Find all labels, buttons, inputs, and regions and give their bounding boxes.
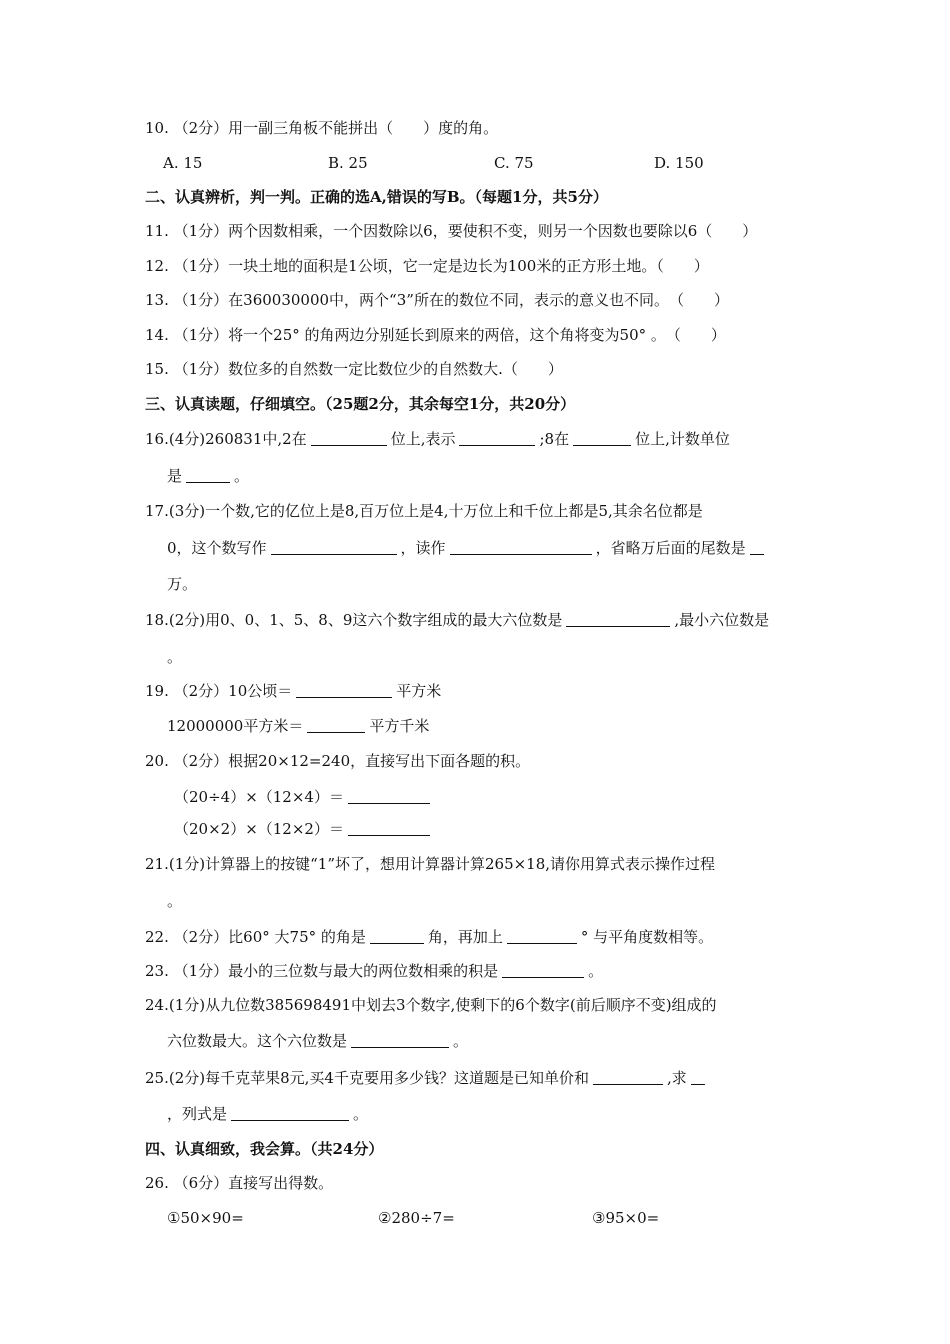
q23-text: 23. （1分）最小的三位数与最大的两位数相乘的积是 <box>145 962 499 980</box>
question-25 <box>145 1068 709 1088</box>
question-19-cont <box>167 716 429 736</box>
question-18-end: 。 <box>167 648 183 666</box>
answer-blank[interactable] <box>311 430 387 446</box>
q16-text: 位上,计数单位 <box>635 430 730 448</box>
q16-text: 是 <box>167 467 183 485</box>
section-3-heading: 三、认真读题，仔细填空。（25题2分，其余每空1分，共20分） <box>145 395 576 413</box>
question-11: 11. （1分）两个因数相乘，一个因数除以6，要使积不变，则另一个因数也要除以6（ ） <box>145 222 758 240</box>
q25-text: 25.(2分)每千克苹果8元,买4千克要用多少钱？这道题是已知单价和 <box>145 1069 589 1087</box>
q25-text: ,求 <box>666 1069 687 1087</box>
option-b: B. 25 <box>328 154 368 172</box>
question-16 <box>145 429 730 449</box>
question-10-options <box>0 153 950 173</box>
answer-blank[interactable] <box>507 928 577 944</box>
question-25-cont <box>167 1104 368 1124</box>
q24-text: 六位数最大。这个六位数是 <box>167 1032 348 1050</box>
answer-blank[interactable] <box>566 611 670 627</box>
question-20-part1 <box>174 787 434 807</box>
q22-text: ° 与平角度数相等。 <box>580 928 714 946</box>
q22-text: 22. （2分）比60° 大75° 的角是 <box>145 928 366 946</box>
question-16-cont <box>167 466 249 486</box>
question-21-end: 。 <box>167 892 183 910</box>
answer-blank[interactable] <box>593 1069 663 1085</box>
q17-text: ，省略万后面的尾数是 <box>595 539 746 557</box>
answer-blank[interactable] <box>450 539 592 555</box>
q19-text: 12000000平方米＝ <box>167 717 304 735</box>
question-22 <box>145 927 713 947</box>
q16-text: 16.(4分)260831中,2在 <box>145 430 307 448</box>
question-26: 26. （6分）直接写出得数。 <box>145 1174 334 1192</box>
question-14: 14. （1分）将一个25° 的角两边分别延长到原来的两倍，这个角将变为50° 。 （ ） <box>145 326 726 344</box>
q23-text: 。 <box>588 962 604 980</box>
calc-item: ①50×90= <box>167 1209 244 1227</box>
question-17: 17.(3分)一个数,它的亿位上是8,百万位上是4,十万位上和千位上都是5,其余名位都是 <box>145 502 703 520</box>
question-18 <box>145 610 769 630</box>
question-24: 24.(1分)从九位数385698491中划去3个数字,使剩下的6个数字(前后顺序不变)组成的 <box>145 996 717 1014</box>
q25-text: ，列式是 <box>167 1105 228 1123</box>
answer-blank[interactable] <box>691 1069 705 1085</box>
q18-text: ,最小六位数是 <box>674 611 770 629</box>
option-a: A. 15 <box>163 154 203 172</box>
answer-blank[interactable] <box>231 1105 349 1121</box>
q19-text: 平方米 <box>396 682 442 700</box>
calc-item: ②280÷7= <box>378 1209 455 1227</box>
q17-text: ，读作 <box>400 539 446 557</box>
q16-text: 。 <box>234 467 250 485</box>
question-10: 10. （2分）用一副三角板不能拼出（ ）度的角。 <box>145 119 499 137</box>
question-19 <box>145 681 441 701</box>
q19-text: 19. （2分）10公顷＝ <box>145 682 293 700</box>
q20-text: （20×2）×（12×2）＝ <box>174 820 344 838</box>
answer-blank[interactable] <box>348 820 430 836</box>
answer-blank[interactable] <box>351 1032 449 1048</box>
q18-text: 18.(2分)用0、0、1、5、8、9这六个数字组成的最大六位数是 <box>145 611 563 629</box>
answer-blank[interactable] <box>186 467 230 483</box>
q17-text: 0，这个数写作 <box>167 539 267 557</box>
q20-text: （20÷4）×（12×4）＝ <box>174 788 344 806</box>
q25-text: 。 <box>353 1105 369 1123</box>
section-4-heading: 四、认真细致，我会算。（共24分） <box>145 1140 384 1158</box>
answer-blank[interactable] <box>573 430 631 446</box>
question-17-end: 万。 <box>167 575 198 593</box>
q19-text: 平方千米 <box>369 717 430 735</box>
question-24-cont <box>167 1031 468 1051</box>
question-17-cont <box>167 538 768 558</box>
section-2-heading: 二、认真辨析，判一判。正确的选A,错误的写B。（每题1分，共5分） <box>145 188 608 206</box>
answer-blank[interactable] <box>750 539 764 555</box>
question-21: 21.(1分)计算器上的按键“1”坏了，想用计算器计算265×18,请你用算式表示操作过程 <box>145 855 716 873</box>
option-c: C. 75 <box>494 154 534 172</box>
calc-item: ③95×0= <box>592 1209 660 1227</box>
answer-blank[interactable] <box>459 430 535 446</box>
answer-blank[interactable] <box>348 788 430 804</box>
question-20-part2 <box>174 819 434 839</box>
answer-blank[interactable] <box>271 539 397 555</box>
q22-text: 角，再加上 <box>427 928 503 946</box>
question-15: 15. （1分）数位多的自然数一定比数位少的自然数大.（ ） <box>145 360 563 378</box>
answer-blank[interactable] <box>370 928 424 944</box>
question-13: 13. （1分）在360030000中，两个“3”所在的数位不同，表示的意义也不同。 （ ） <box>145 291 729 309</box>
question-12: 12. （1分）一块土地的面积是1公顷，它一定是边长为100米的正方形土地。（ ） <box>145 257 709 275</box>
question-26-items <box>0 1208 950 1228</box>
question-23 <box>145 961 603 981</box>
option-d: D. 150 <box>654 154 704 172</box>
q24-text: 。 <box>453 1032 469 1050</box>
answer-blank[interactable] <box>502 962 584 978</box>
answer-blank[interactable] <box>307 717 365 733</box>
question-20: 20. （2分）根据20×12=240，直接写出下面各题的积。 <box>145 752 531 770</box>
answer-blank[interactable] <box>296 682 392 698</box>
q16-text: 位上,表示 <box>390 430 456 448</box>
q16-text: ;8在 <box>539 430 570 448</box>
